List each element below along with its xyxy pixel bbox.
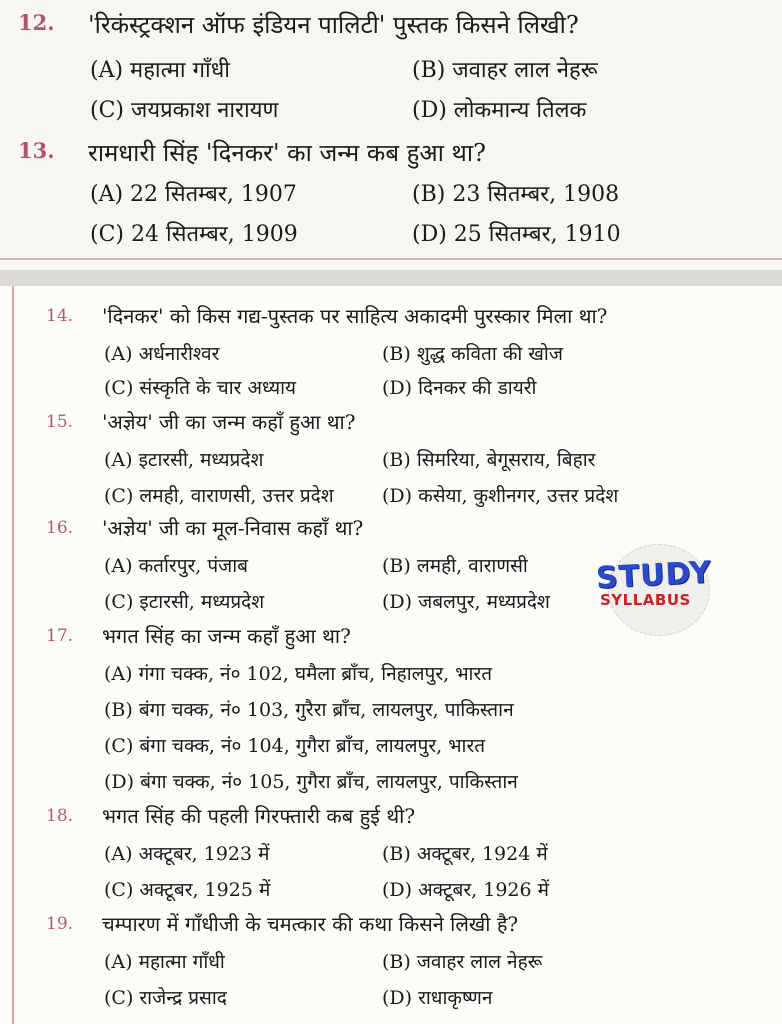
option-c: (C) लमही, वाराणसी, उत्तर प्रदेश — [104, 485, 334, 507]
question-text: 'अज्ञेय' जी का जन्म कहाँ हुआ था? — [102, 410, 356, 434]
question-text: 'रिकंस्ट्रक्शन ऑफ इंडियन पालिटी' पुस्तक किसने लिखी? — [88, 11, 579, 39]
option-d: (D) जबलपुर, मध्यप्रदेश — [382, 591, 550, 613]
question-text: भगत सिंह की पहली गिरफ्तारी कब हुई थी? — [102, 804, 416, 828]
option-c: (C) 24 सितम्बर, 1909 — [90, 222, 298, 247]
book-page-top — [0, 0, 782, 270]
option-b: (B) लमही, वाराणसी — [382, 555, 528, 577]
option-b: (B) जवाहर लाल नेहरू — [382, 951, 543, 973]
question-number: 18. — [46, 806, 74, 826]
option-c: (C) राजेन्द्र प्रसाद — [104, 987, 227, 1009]
option-b: (B) 23 सितम्बर, 1908 — [412, 182, 620, 207]
option-b: (B) जवाहर लाल नेहरू — [412, 58, 598, 83]
option-a: (A) गंगा चक्क, नं० 102, घमैला ब्राँच, निहालपुर, भारत — [104, 663, 493, 685]
question-text: 'अज्ञेय' जी का मूल-निवास कहाँ था? — [102, 516, 364, 540]
watermark-syllabus-text: SYLLABUS — [600, 591, 691, 609]
option-a: (A) अक्टूबर, 1923 में — [104, 843, 270, 865]
page-margin-line — [12, 286, 14, 1024]
study-syllabus-watermark-logo — [590, 544, 730, 634]
option-b: (B) सिमरिया, बेगूसराय, बिहार — [382, 449, 596, 471]
question-number: 13. — [18, 138, 55, 163]
option-a: (A) इटारसी, मध्यप्रदेश — [104, 449, 264, 471]
question-number: 16. — [46, 518, 74, 538]
page-divider-line — [0, 258, 782, 260]
question-number: 15. — [46, 412, 74, 432]
option-c: (C) बंगा चक्क, नं० 104, गुगैरा ब्राँच, लायलपुर, भारत — [104, 735, 486, 757]
option-c: (C) जयप्रकाश नारायण — [90, 98, 279, 123]
option-a: (A) महात्मा गाँधी — [90, 58, 230, 83]
option-d: (D) कसेया, कुशीनगर, उत्तर प्रदेश — [382, 485, 619, 507]
question-number: 19. — [46, 914, 74, 934]
page-gap — [0, 270, 782, 286]
option-b: (B) शुद्ध कविता की खोज — [382, 343, 563, 365]
option-a: (A) अर्धनारीश्वर — [104, 343, 220, 365]
question-text: भगत सिंह का जन्म कहाँ हुआ था? — [102, 624, 351, 648]
book-page-bottom — [0, 286, 782, 1024]
option-d: (D) लोकमान्य तिलक — [412, 98, 587, 123]
option-b: (B) अक्टूबर, 1924 में — [382, 843, 548, 865]
question-number: 12. — [18, 10, 55, 35]
option-d: (D) बंगा चक्क, नं० 105, गुगैरा ब्राँच, लायलपुर, पाकिस्तान — [104, 771, 518, 793]
option-c: (C) इटारसी, मध्यप्रदेश — [104, 591, 265, 613]
option-c: (C) संस्कृति के चार अध्याय — [104, 377, 297, 399]
question-text: रामधारी सिंह 'दिनकर' का जन्म कब हुआ था? — [88, 139, 486, 167]
option-a: (A) महात्मा गाँधी — [104, 951, 225, 973]
option-d: (D) 25 सितम्बर, 1910 — [412, 222, 621, 247]
option-a: (A) 22 सितम्बर, 1907 — [90, 182, 297, 207]
option-d: (D) अक्टूबर, 1926 में — [382, 879, 549, 901]
question-text: चम्पारण में गाँधीजी के चमत्कार की कथा किसने लिखी है? — [102, 912, 519, 936]
question-number: 14. — [46, 306, 74, 326]
question-text: 'दिनकर' को किस गद्य-पुस्तक पर साहित्य अकादमी पुरस्कार मिला था? — [102, 304, 608, 328]
option-c: (C) अक्टूबर, 1925 में — [104, 879, 271, 901]
option-a: (A) कर्तारपुर, पंजाब — [104, 555, 249, 577]
watermark-study-text: STUDY — [595, 554, 713, 597]
question-number: 17. — [46, 626, 74, 646]
option-b: (B) बंगा चक्क, नं० 103, गुरैरा ब्राँच, लायलपुर, पाकिस्तान — [104, 699, 514, 721]
option-d: (D) दिनकर की डायरी — [382, 377, 537, 399]
option-d: (D) राधाकृष्णन — [382, 987, 493, 1009]
